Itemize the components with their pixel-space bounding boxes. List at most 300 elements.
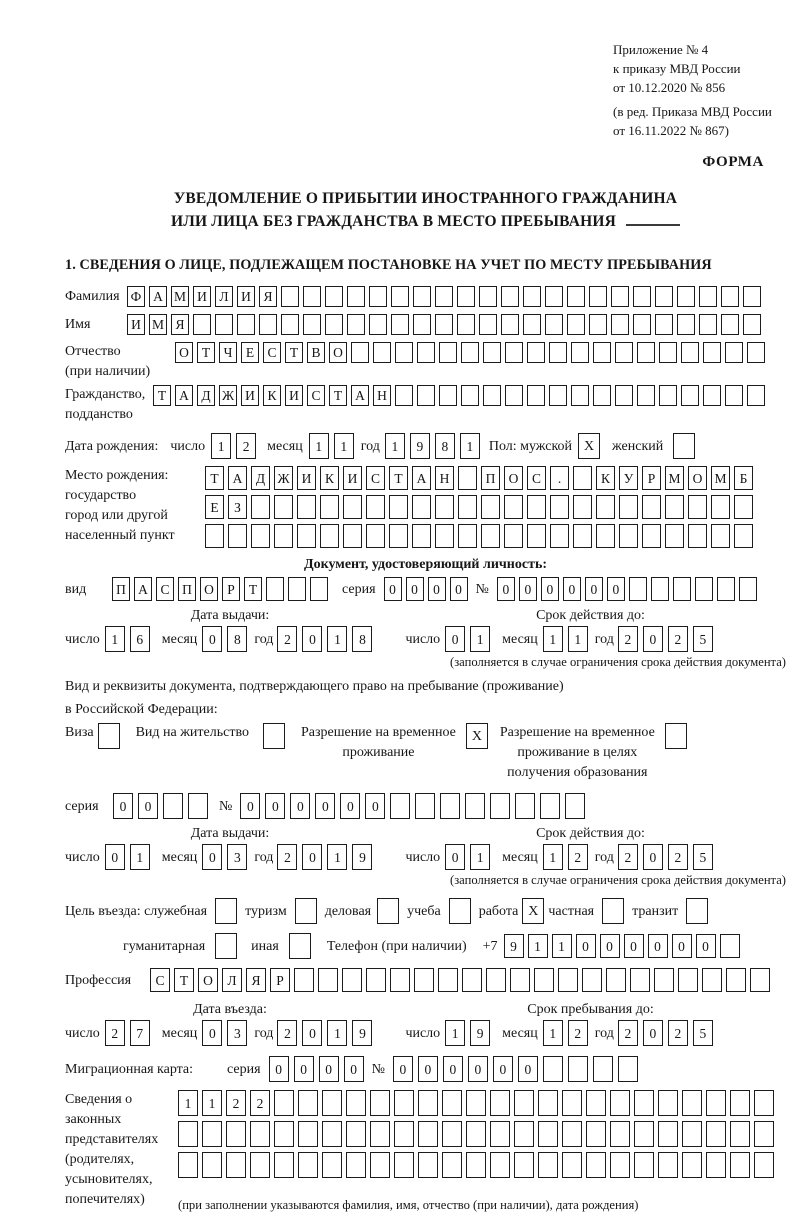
char-cell[interactable]: 2 xyxy=(668,1020,688,1046)
char-cell[interactable] xyxy=(717,577,735,601)
char-cell[interactable] xyxy=(721,286,739,307)
char-cell[interactable] xyxy=(435,495,454,519)
char-cell[interactable]: Я xyxy=(171,314,189,335)
char-cell[interactable]: 1 xyxy=(334,433,354,459)
char-cell[interactable]: К xyxy=(596,466,615,490)
char-cell[interactable] xyxy=(545,314,563,335)
char-cell[interactable] xyxy=(747,342,765,363)
char-cell[interactable] xyxy=(549,385,567,406)
checkbox-gender-male[interactable]: X xyxy=(578,433,600,459)
char-cell[interactable]: О xyxy=(329,342,347,363)
char-cell[interactable] xyxy=(682,1090,702,1116)
char-cell[interactable] xyxy=(725,385,743,406)
char-cell[interactable] xyxy=(734,524,753,548)
char-cell[interactable]: Ч xyxy=(219,342,237,363)
char-cell[interactable]: . xyxy=(550,466,569,490)
char-cell[interactable] xyxy=(633,314,651,335)
char-cell[interactable] xyxy=(346,1121,366,1147)
char-cell[interactable]: 1 xyxy=(552,934,572,958)
char-cell[interactable] xyxy=(681,342,699,363)
char-cell[interactable]: 0 xyxy=(696,934,716,958)
char-cell[interactable]: 0 xyxy=(365,793,385,819)
char-cell[interactable]: Р xyxy=(642,466,661,490)
char-cell[interactable]: О xyxy=(200,577,218,601)
char-cell[interactable]: 1 xyxy=(543,626,563,652)
char-cell[interactable]: Б xyxy=(734,466,753,490)
char-cell[interactable]: 0 xyxy=(497,577,515,601)
char-cell[interactable]: И xyxy=(241,385,259,406)
char-cell[interactable] xyxy=(721,314,739,335)
char-cell[interactable] xyxy=(567,286,585,307)
char-cell[interactable]: 0 xyxy=(468,1056,488,1082)
char-cell[interactable] xyxy=(586,1121,606,1147)
char-cell[interactable] xyxy=(237,314,255,335)
char-cell[interactable]: 1 xyxy=(470,844,490,870)
char-cell[interactable]: 0 xyxy=(643,844,663,870)
char-cell[interactable]: Р xyxy=(222,577,240,601)
char-cell[interactable]: 9 xyxy=(352,1020,372,1046)
char-cell[interactable] xyxy=(688,495,707,519)
char-cell[interactable]: И xyxy=(297,466,316,490)
char-cell[interactable] xyxy=(659,342,677,363)
char-cell[interactable]: 1 xyxy=(470,626,490,652)
char-cell[interactable] xyxy=(412,495,431,519)
char-cell[interactable]: Е xyxy=(205,495,224,519)
char-cell[interactable] xyxy=(458,495,477,519)
char-cell[interactable]: 5 xyxy=(693,844,713,870)
char-cell[interactable] xyxy=(466,1090,486,1116)
char-cell[interactable] xyxy=(438,968,458,992)
char-cell[interactable] xyxy=(462,968,482,992)
char-cell[interactable] xyxy=(527,385,545,406)
char-cell[interactable] xyxy=(389,524,408,548)
char-cell[interactable] xyxy=(568,1056,588,1082)
char-cell[interactable]: 1 xyxy=(385,433,405,459)
char-cell[interactable] xyxy=(178,1152,198,1178)
char-cell[interactable]: Т xyxy=(174,968,194,992)
char-cell[interactable]: 1 xyxy=(327,626,347,652)
char-cell[interactable]: 6 xyxy=(130,626,150,652)
char-cell[interactable] xyxy=(703,342,721,363)
char-cell[interactable] xyxy=(589,314,607,335)
char-cell[interactable] xyxy=(706,1090,726,1116)
char-cell[interactable]: А xyxy=(149,286,167,307)
char-cell[interactable] xyxy=(274,1090,294,1116)
char-cell[interactable] xyxy=(250,1152,270,1178)
char-cell[interactable]: 3 xyxy=(227,844,247,870)
char-cell[interactable]: Н xyxy=(373,385,391,406)
char-cell[interactable] xyxy=(346,1152,366,1178)
char-cell[interactable] xyxy=(510,968,530,992)
char-cell[interactable]: Т xyxy=(205,466,224,490)
char-cell[interactable] xyxy=(346,1090,366,1116)
char-cell[interactable] xyxy=(523,286,541,307)
char-cell[interactable] xyxy=(483,385,501,406)
char-cell[interactable]: 9 xyxy=(352,844,372,870)
char-cell[interactable] xyxy=(665,524,684,548)
char-cell[interactable] xyxy=(373,342,391,363)
char-cell[interactable] xyxy=(611,314,629,335)
char-cell[interactable] xyxy=(318,968,338,992)
char-cell[interactable]: П xyxy=(178,577,196,601)
char-cell[interactable] xyxy=(629,577,647,601)
char-cell[interactable] xyxy=(593,385,611,406)
char-cell[interactable] xyxy=(303,314,321,335)
char-cell[interactable] xyxy=(527,524,546,548)
char-cell[interactable] xyxy=(412,524,431,548)
char-cell[interactable]: 0 xyxy=(643,626,663,652)
char-cell[interactable]: 9 xyxy=(504,934,524,958)
char-cell[interactable]: 0 xyxy=(643,1020,663,1046)
char-cell[interactable]: 2 xyxy=(105,1020,125,1046)
char-cell[interactable]: 0 xyxy=(344,1056,364,1082)
char-cell[interactable] xyxy=(699,286,717,307)
char-cell[interactable]: Р xyxy=(270,968,290,992)
char-cell[interactable]: Т xyxy=(244,577,262,601)
char-cell[interactable] xyxy=(298,1152,318,1178)
char-cell[interactable] xyxy=(178,1121,198,1147)
char-cell[interactable]: 1 xyxy=(327,1020,347,1046)
char-cell[interactable]: 0 xyxy=(585,577,603,601)
char-cell[interactable] xyxy=(589,286,607,307)
char-cell[interactable] xyxy=(630,968,650,992)
char-cell[interactable] xyxy=(637,385,655,406)
char-cell[interactable] xyxy=(395,342,413,363)
char-cell[interactable] xyxy=(659,385,677,406)
char-cell[interactable] xyxy=(682,1152,702,1178)
char-cell[interactable] xyxy=(562,1121,582,1147)
char-cell[interactable] xyxy=(504,495,523,519)
char-cell[interactable]: 2 xyxy=(618,1020,638,1046)
char-cell[interactable] xyxy=(615,385,633,406)
char-cell[interactable] xyxy=(573,524,592,548)
checkbox-residence-permit[interactable] xyxy=(263,723,285,749)
char-cell[interactable] xyxy=(688,524,707,548)
checkbox-gender-female[interactable] xyxy=(673,433,695,459)
char-cell[interactable]: О xyxy=(175,342,193,363)
char-cell[interactable]: 0 xyxy=(443,1056,463,1082)
char-cell[interactable] xyxy=(343,524,362,548)
char-cell[interactable] xyxy=(457,314,475,335)
char-cell[interactable] xyxy=(274,1152,294,1178)
char-cell[interactable] xyxy=(734,495,753,519)
char-cell[interactable]: Ф xyxy=(127,286,145,307)
char-cell[interactable] xyxy=(615,342,633,363)
char-cell[interactable]: 0 xyxy=(600,934,620,958)
char-cell[interactable] xyxy=(596,495,615,519)
char-cell[interactable] xyxy=(415,793,435,819)
char-cell[interactable]: У xyxy=(619,466,638,490)
char-cell[interactable]: 0 xyxy=(563,577,581,601)
char-cell[interactable]: 8 xyxy=(435,433,455,459)
char-cell[interactable] xyxy=(163,793,183,819)
char-cell[interactable] xyxy=(655,286,673,307)
char-cell[interactable] xyxy=(706,1152,726,1178)
char-cell[interactable] xyxy=(440,793,460,819)
char-cell[interactable] xyxy=(634,1152,654,1178)
char-cell[interactable]: 0 xyxy=(202,1020,222,1046)
char-cell[interactable]: 2 xyxy=(236,433,256,459)
checkbox-temp-residence-education[interactable] xyxy=(665,723,687,749)
char-cell[interactable] xyxy=(461,385,479,406)
char-cell[interactable] xyxy=(654,968,674,992)
char-cell[interactable]: 0 xyxy=(315,793,335,819)
char-cell[interactable] xyxy=(366,524,385,548)
char-cell[interactable] xyxy=(655,314,673,335)
char-cell[interactable] xyxy=(370,1090,390,1116)
char-cell[interactable] xyxy=(461,342,479,363)
char-cell[interactable] xyxy=(274,495,293,519)
char-cell[interactable] xyxy=(501,286,519,307)
char-cell[interactable]: 2 xyxy=(618,626,638,652)
char-cell[interactable]: Т xyxy=(285,342,303,363)
char-cell[interactable]: 0 xyxy=(428,577,446,601)
char-cell[interactable] xyxy=(322,1121,342,1147)
char-cell[interactable]: 0 xyxy=(265,793,285,819)
char-cell[interactable] xyxy=(442,1121,462,1147)
char-cell[interactable] xyxy=(726,968,746,992)
char-cell[interactable] xyxy=(523,314,541,335)
char-cell[interactable]: М xyxy=(149,314,167,335)
char-cell[interactable] xyxy=(288,577,306,601)
char-cell[interactable]: Я xyxy=(246,968,266,992)
char-cell[interactable] xyxy=(466,1152,486,1178)
char-cell[interactable] xyxy=(394,1152,414,1178)
char-cell[interactable] xyxy=(466,1121,486,1147)
checkbox-visa[interactable] xyxy=(98,723,120,749)
char-cell[interactable] xyxy=(619,524,638,548)
char-cell[interactable] xyxy=(730,1121,750,1147)
char-cell[interactable] xyxy=(750,968,770,992)
char-cell[interactable]: 1 xyxy=(178,1090,198,1116)
char-cell[interactable]: 0 xyxy=(138,793,158,819)
char-cell[interactable] xyxy=(226,1121,246,1147)
char-cell[interactable]: 0 xyxy=(541,577,559,601)
char-cell[interactable] xyxy=(543,1056,563,1082)
char-cell[interactable] xyxy=(481,495,500,519)
char-cell[interactable] xyxy=(298,1090,318,1116)
char-cell[interactable] xyxy=(747,385,765,406)
char-cell[interactable] xyxy=(391,314,409,335)
char-cell[interactable] xyxy=(562,1152,582,1178)
char-cell[interactable] xyxy=(490,1152,510,1178)
char-cell[interactable] xyxy=(567,314,585,335)
char-cell[interactable]: И xyxy=(285,385,303,406)
char-cell[interactable]: О xyxy=(504,466,523,490)
char-cell[interactable] xyxy=(281,314,299,335)
char-cell[interactable] xyxy=(343,495,362,519)
char-cell[interactable] xyxy=(706,1121,726,1147)
char-cell[interactable]: 2 xyxy=(618,844,638,870)
char-cell[interactable] xyxy=(571,342,589,363)
char-cell[interactable]: П xyxy=(112,577,130,601)
char-cell[interactable]: 1 xyxy=(445,1020,465,1046)
char-cell[interactable] xyxy=(369,314,387,335)
char-cell[interactable]: 2 xyxy=(277,1020,297,1046)
char-cell[interactable] xyxy=(417,342,435,363)
char-cell[interactable] xyxy=(303,286,321,307)
char-cell[interactable] xyxy=(250,1121,270,1147)
char-cell[interactable]: 0 xyxy=(445,626,465,652)
char-cell[interactable]: 1 xyxy=(327,844,347,870)
char-cell[interactable]: 3 xyxy=(227,1020,247,1046)
char-cell[interactable]: 9 xyxy=(410,433,430,459)
char-cell[interactable]: И xyxy=(237,286,255,307)
char-cell[interactable] xyxy=(297,495,316,519)
char-cell[interactable] xyxy=(610,1121,630,1147)
char-cell[interactable] xyxy=(695,577,713,601)
char-cell[interactable]: 1 xyxy=(528,934,548,958)
char-cell[interactable] xyxy=(259,314,277,335)
char-cell[interactable] xyxy=(193,314,211,335)
char-cell[interactable]: 0 xyxy=(450,577,468,601)
char-cell[interactable] xyxy=(442,1090,462,1116)
char-cell[interactable]: И xyxy=(343,466,362,490)
char-cell[interactable] xyxy=(596,524,615,548)
char-cell[interactable] xyxy=(730,1090,750,1116)
char-cell[interactable] xyxy=(281,286,299,307)
char-cell[interactable]: Т xyxy=(197,342,215,363)
char-cell[interactable] xyxy=(320,495,339,519)
char-cell[interactable] xyxy=(702,968,722,992)
char-cell[interactable] xyxy=(274,1121,294,1147)
char-cell[interactable]: 0 xyxy=(493,1056,513,1082)
char-cell[interactable] xyxy=(725,342,743,363)
char-cell[interactable] xyxy=(538,1152,558,1178)
checkbox-purpose-official[interactable] xyxy=(215,898,237,924)
char-cell[interactable] xyxy=(677,314,695,335)
char-cell[interactable]: 0 xyxy=(445,844,465,870)
char-cell[interactable]: 2 xyxy=(277,844,297,870)
char-cell[interactable] xyxy=(479,286,497,307)
char-cell[interactable] xyxy=(395,385,413,406)
char-cell[interactable] xyxy=(673,577,691,601)
char-cell[interactable]: П xyxy=(481,466,500,490)
char-cell[interactable] xyxy=(505,385,523,406)
char-cell[interactable]: З xyxy=(228,495,247,519)
char-cell[interactable] xyxy=(634,1121,654,1147)
char-cell[interactable] xyxy=(593,342,611,363)
char-cell[interactable] xyxy=(619,495,638,519)
char-cell[interactable] xyxy=(540,793,560,819)
char-cell[interactable] xyxy=(754,1090,774,1116)
char-cell[interactable] xyxy=(481,524,500,548)
char-cell[interactable] xyxy=(681,385,699,406)
char-cell[interactable]: 0 xyxy=(113,793,133,819)
checkbox-purpose-other[interactable] xyxy=(289,933,311,959)
checkbox-purpose-private[interactable] xyxy=(602,898,624,924)
char-cell[interactable] xyxy=(593,1056,613,1082)
char-cell[interactable] xyxy=(514,1152,534,1178)
char-cell[interactable] xyxy=(514,1090,534,1116)
char-cell[interactable]: К xyxy=(263,385,281,406)
char-cell[interactable]: 0 xyxy=(384,577,402,601)
char-cell[interactable] xyxy=(465,793,485,819)
char-cell[interactable] xyxy=(202,1121,222,1147)
char-cell[interactable]: М xyxy=(171,286,189,307)
char-cell[interactable]: В xyxy=(307,342,325,363)
char-cell[interactable] xyxy=(394,1121,414,1147)
char-cell[interactable]: Д xyxy=(197,385,215,406)
char-cell[interactable] xyxy=(571,385,589,406)
char-cell[interactable] xyxy=(274,524,293,548)
char-cell[interactable] xyxy=(486,968,506,992)
char-cell[interactable] xyxy=(490,793,510,819)
char-cell[interactable]: 2 xyxy=(568,1020,588,1046)
char-cell[interactable] xyxy=(418,1152,438,1178)
char-cell[interactable] xyxy=(754,1121,774,1147)
char-cell[interactable]: С xyxy=(307,385,325,406)
char-cell[interactable] xyxy=(665,495,684,519)
char-cell[interactable] xyxy=(390,968,410,992)
char-cell[interactable] xyxy=(562,1090,582,1116)
char-cell[interactable] xyxy=(730,1152,750,1178)
char-cell[interactable] xyxy=(658,1090,678,1116)
char-cell[interactable] xyxy=(369,286,387,307)
char-cell[interactable]: М xyxy=(711,466,730,490)
char-cell[interactable] xyxy=(226,1152,246,1178)
char-cell[interactable] xyxy=(202,1152,222,1178)
char-cell[interactable] xyxy=(549,342,567,363)
char-cell[interactable] xyxy=(527,495,546,519)
char-cell[interactable] xyxy=(366,968,386,992)
char-cell[interactable]: 2 xyxy=(668,626,688,652)
char-cell[interactable]: М xyxy=(665,466,684,490)
char-cell[interactable] xyxy=(754,1152,774,1178)
char-cell[interactable] xyxy=(251,495,270,519)
char-cell[interactable] xyxy=(720,934,740,958)
char-cell[interactable] xyxy=(389,495,408,519)
char-cell[interactable] xyxy=(699,314,717,335)
char-cell[interactable]: О xyxy=(688,466,707,490)
char-cell[interactable] xyxy=(711,495,730,519)
checkbox-purpose-tourism[interactable] xyxy=(295,898,317,924)
char-cell[interactable] xyxy=(573,466,592,490)
char-cell[interactable]: 5 xyxy=(693,626,713,652)
char-cell[interactable]: И xyxy=(193,286,211,307)
char-cell[interactable] xyxy=(606,968,626,992)
char-cell[interactable]: 7 xyxy=(130,1020,150,1046)
char-cell[interactable] xyxy=(610,1090,630,1116)
char-cell[interactable] xyxy=(610,1152,630,1178)
char-cell[interactable] xyxy=(347,314,365,335)
char-cell[interactable] xyxy=(586,1152,606,1178)
char-cell[interactable]: 0 xyxy=(519,577,537,601)
char-cell[interactable] xyxy=(743,286,761,307)
char-cell[interactable] xyxy=(342,968,362,992)
char-cell[interactable]: 2 xyxy=(277,626,297,652)
char-cell[interactable] xyxy=(558,968,578,992)
char-cell[interactable]: 1 xyxy=(460,433,480,459)
char-cell[interactable] xyxy=(322,1152,342,1178)
char-cell[interactable]: Л xyxy=(222,968,242,992)
char-cell[interactable] xyxy=(527,342,545,363)
char-cell[interactable] xyxy=(582,968,602,992)
char-cell[interactable]: Л xyxy=(215,286,233,307)
char-cell[interactable] xyxy=(298,1121,318,1147)
char-cell[interactable]: А xyxy=(351,385,369,406)
char-cell[interactable]: 1 xyxy=(568,626,588,652)
char-cell[interactable]: С xyxy=(263,342,281,363)
char-cell[interactable] xyxy=(565,793,585,819)
char-cell[interactable] xyxy=(458,524,477,548)
char-cell[interactable]: 0 xyxy=(319,1056,339,1082)
char-cell[interactable] xyxy=(418,1121,438,1147)
checkbox-temp-residence[interactable]: X xyxy=(466,723,488,749)
char-cell[interactable] xyxy=(413,314,431,335)
char-cell[interactable] xyxy=(514,1121,534,1147)
char-cell[interactable] xyxy=(251,524,270,548)
